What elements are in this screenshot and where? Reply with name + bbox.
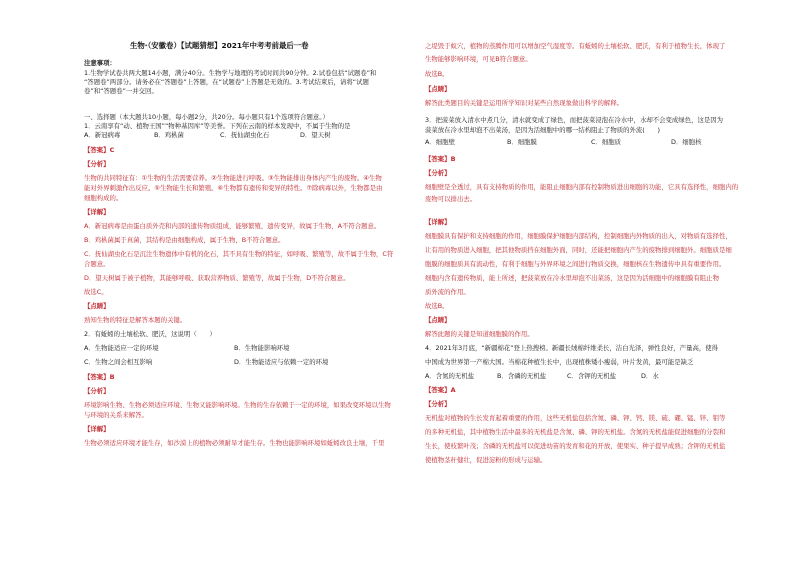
analysis-line: 的多种无机盐，其中植物生活中最多的无机盐是含氮、磷、钾的无机盐。含氮的无机盐能促进细胞的分裂和 bbox=[425, 428, 726, 436]
detail-label: 【详解】 bbox=[84, 425, 110, 433]
analysis-label: 【分析】 bbox=[84, 160, 110, 168]
notice-line: “答题卷”两部分。请务必在“答题卷”上答题，在“试题卷”上答题是无效的。3.考试结束后，请将“试题 bbox=[84, 78, 369, 86]
option-d: D．细胞核 bbox=[671, 138, 702, 146]
option-d: D．望天树 bbox=[300, 131, 331, 139]
detail-line: 质外流的作用。 bbox=[425, 288, 470, 296]
detail-line: 细胞内含有遗传物质，能上所述，把菠菜放在冷水里却泡不出菜汤，这是因为活细胞中的细胞膜有阻止物 bbox=[425, 274, 719, 282]
answer-label: 【答案】C bbox=[84, 146, 115, 154]
option-a: A．新冠病毒 bbox=[84, 131, 121, 139]
question-stem: 1．云南享有“动、植物王国”“物种基因库”等美誉。下列在云南的样本发现中，不属于生物的是 bbox=[84, 122, 351, 130]
answer-value: B bbox=[109, 373, 115, 381]
question-stem: 2．有蚯蚓的土壤松软、肥沃，这说明（ ） bbox=[84, 330, 216, 338]
detail-line: 之堤毁于蚁穴，植物的蒸腾作用可以增加空气湿度等。有蚯蚓的土壤松软、肥沃，有利于植物生长，体现了 bbox=[425, 42, 726, 50]
points-line: 解答此题的关键是知道细胞膜的作用。 bbox=[425, 330, 534, 338]
analysis-label: 【分析】 bbox=[425, 169, 451, 177]
question-stem: 4．2021年3月底，“新疆棉花”登上热搜榜。新疆长绒棉纤维柔长，洁白光泽，弹性良好，产量高，使得 bbox=[425, 344, 719, 352]
option-b: B．鸡枞菌 bbox=[154, 131, 184, 139]
option-a: A．含氮的无机盐 bbox=[425, 372, 475, 380]
detail-label: 【详解】 bbox=[425, 218, 451, 226]
analysis-line: 细胞壁是全透过，具有支持物质的作用，能阻止细胞内部有控制物质进出细胞的功能，它具有选择性，细胞内的 bbox=[425, 183, 739, 191]
option-d: D．生物能适应与依赖一定的环境 bbox=[234, 358, 329, 366]
analysis-label: 【分析】 bbox=[425, 400, 451, 408]
analysis-line: 无机盐对植物的生长发育起着重要的作用，这些无机盐包括含氮、磷、钾、钙、镁、硫、硼、锰、锌、钼等 bbox=[425, 414, 726, 422]
detail-line: 合题意。 bbox=[84, 260, 110, 268]
detail-line: C．抚仙湖虫化石是沉注生物遗体中有机的化石，其不具有生物的特征，如呼吸、繁殖等，故不属于生物，C符 bbox=[84, 250, 394, 258]
detail-line: 生物必须适应环境才能生存，如沙漠上的植物必须耐旱才能生存。生物也能影响环境如蚯蚓改良土壤，千里 bbox=[84, 439, 385, 447]
analysis-label: 【分析】 bbox=[84, 387, 110, 395]
option-a: A．细胞壁 bbox=[425, 138, 455, 146]
option-c: C．抚仙湖虫化石 bbox=[220, 131, 270, 139]
option-a: A．生物能适应一定的环境 bbox=[84, 344, 159, 352]
points-line: 熟知生物的特征是解答本题的关键。 bbox=[84, 316, 187, 324]
option-b: B．细胞膜 bbox=[507, 138, 537, 146]
detail-line: A．新冠病毒是由蛋白质外壳和内部的遗传物质组成，能够繁殖，遗传变异，故属于生物，A不符合题意。 bbox=[84, 222, 381, 230]
analysis-line: 与环境的关系来解答。 bbox=[84, 411, 148, 419]
detail-line: D．望天树属于被子植物，其能够呼吸、获取营养物质、繁殖等，故属于生物，D不符合题意。 bbox=[84, 274, 350, 282]
option-c: C．生物之间会相互影响 bbox=[84, 358, 153, 366]
detail-line: 故选B。 bbox=[425, 302, 449, 310]
option-b: B．含磷的无机盐 bbox=[497, 372, 547, 380]
question-stem: 菠菜放在冷水里却泡不出菜汤，是因为活细胞中的哪一结构阻止了物质的外流( ) bbox=[425, 126, 661, 134]
question-stem: 中国成为世界第一产棉大国。当棉花种植生长中，出现植株矮小瘦弱，叶片发黄，最可能是缺乏 bbox=[425, 358, 694, 366]
detail-line: 故选C。 bbox=[84, 288, 108, 296]
detail-line: 细胞膜具有保护和支持细胞的作用，细胞膜保护细胞内部结构，控制细胞内外物质的出入，对物质有选择性， bbox=[425, 232, 732, 240]
points-label: 【点睛】 bbox=[425, 85, 451, 93]
answer-label: 【答案】B bbox=[425, 155, 456, 163]
points-line: 解答此类题目的关键是运用所学知识对某些自然现象做出科学的解释。 bbox=[425, 99, 624, 107]
answer-label: 【答案】B bbox=[84, 373, 115, 381]
detail-line: 胞膜的细胞质具有流动性，有利于细胞与外界环境之间进行物质交换，细胞核在生物遗传中具有重要作用。 bbox=[425, 260, 726, 268]
notice-heading: 注意事项： bbox=[84, 59, 116, 67]
option-c: C．含钾的无机盐 bbox=[567, 372, 617, 380]
analysis-line: 废物可以排出去。 bbox=[425, 195, 477, 203]
points-label: 【点睛】 bbox=[425, 316, 451, 324]
detail-line: B．鸡枞菌属于真菌，其结构是由细胞构成，属于生物，B不符合题意。 bbox=[84, 236, 285, 244]
analysis-line: 细胞构成的。 bbox=[84, 194, 123, 202]
question-stem: 3．把菠菜放入清水中煮几分，清水就变成了绿色，而把菠菜浸泡在冷水中，水却不会变成绿色，这是因为 bbox=[425, 116, 724, 124]
notice-line: 1.生物学试卷共两大题14小题，满分40分。生物学与地理的考试时间共90分钟。2.试卷包括“试题卷”和 bbox=[84, 69, 377, 77]
detail-label: 【详解】 bbox=[84, 208, 110, 216]
analysis-line: 生物的共同特征有：①生物的生活需要营养。②生物能进行呼吸。③生物能排出身体内产生的废物。④生物 bbox=[84, 174, 382, 182]
option-c: C．细胞质 bbox=[591, 138, 622, 146]
analysis-line: 环境影响生物、生物必须适应环境、生物又能影响环境。生物的生存依赖于一定的环境，如果改变环境以生物 bbox=[84, 401, 391, 409]
page-title: 生物·（安徽卷）【试题猜想】2021年中考考前最后一卷 bbox=[130, 41, 309, 50]
answer-value: A bbox=[450, 386, 456, 394]
points-label: 【点睛】 bbox=[84, 302, 110, 310]
answer-value: B bbox=[450, 155, 456, 163]
answer-value: C bbox=[109, 146, 115, 154]
detail-line: 故选B。 bbox=[425, 70, 449, 78]
section-heading: 一、选择题（本大题共10小题，每小题2分，共20分。每小题只有1个选项符合题意。） bbox=[84, 113, 329, 121]
detail-line: 生物能够影响环境，可见B符合题意。 bbox=[425, 55, 532, 63]
option-b: B．生物能影响环境 bbox=[234, 344, 290, 352]
answer-label: 【答案】A bbox=[425, 386, 456, 394]
detail-line: 让有用的物质进入细胞，把其他物质挡在细胞外面，同时，还能把细胞内产生的废物排到细胞外。细胞质是细 bbox=[425, 246, 732, 254]
notice-line: 卷”和“答题卷”一并交回。 bbox=[84, 87, 158, 95]
analysis-line: 生长，使枝繁叶茂；含磷的无机盐可以促进幼苗的发育和花的开放，使果实、种子提早成熟；含钾的无机盐 bbox=[425, 442, 726, 450]
analysis-line: 能对外界刺激作出反应。⑤生物能生长和繁殖。⑥生物都有遗传和变异的特性。⑦除病毒以外，生物都是由 bbox=[84, 184, 383, 192]
option-d: D．水 bbox=[641, 372, 659, 380]
analysis-line: 使植物茎秆健壮，促进淀粉的形成与运输。 bbox=[425, 456, 547, 464]
